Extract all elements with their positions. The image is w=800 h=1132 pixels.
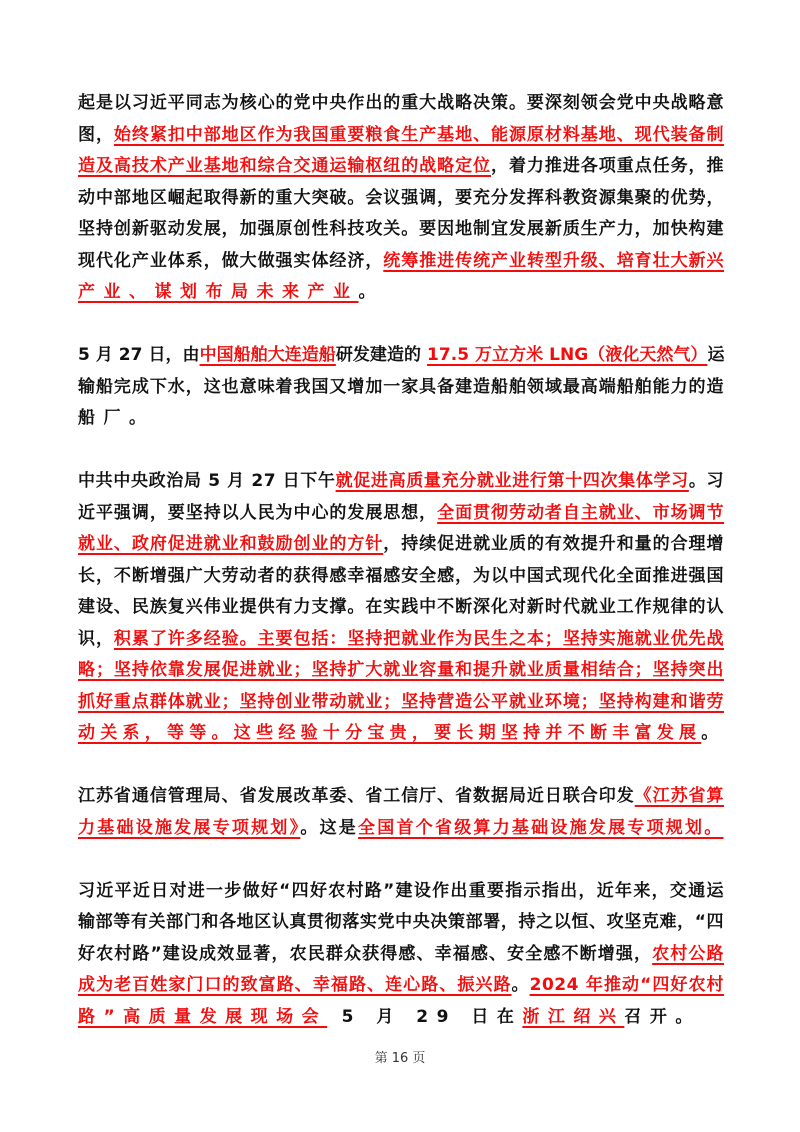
body-text: 起是以习近平同志为核心的党中央作出的重大战略决策。要深刻领会党中央战略意 — [78, 93, 724, 113]
text-line — [78, 624, 724, 656]
text-line — [78, 277, 724, 309]
highlighted-text: 统筹推进传统产业转型升级、培育壮大新兴 — [383, 250, 725, 271]
body-text: 。这是 — [300, 817, 359, 838]
body-text: 长，不断增强广大劳动者的获得感幸福感安全感，为以中国式现代化全面推进强国 — [78, 565, 724, 586]
text-line — [78, 403, 724, 435]
paragraph — [78, 88, 724, 309]
text-line — [78, 781, 724, 813]
document-body — [78, 88, 724, 1065]
body-text: 习近平近日对进一步做好“四好农村路”建设作出重要指示指出，近年来，交通运 — [78, 880, 724, 901]
text-line — [78, 718, 724, 750]
body-text: 江苏省通信管理局、省发展改革委、省工信厅、省数据局近日联合印发 — [78, 786, 635, 806]
text-line — [78, 372, 724, 404]
text-line — [78, 151, 724, 183]
body-text: 坚持创新驱动发展，加强原创性科技攻关。要因地制宜发展新质生产力，加快构建 — [78, 219, 724, 239]
text-line — [78, 907, 724, 939]
highlighted-text: 就促进高质量充分就业进行第十四次集体学习 — [335, 471, 689, 491]
paragraph — [78, 340, 724, 435]
body-text: 。 — [358, 282, 384, 302]
text-line — [78, 687, 724, 719]
highlighted-text: 产业、谋划布局未来产业 — [78, 282, 359, 302]
text-line — [78, 592, 724, 624]
highlighted-text: 17.5 万立方米 LNG（液化天然气） — [426, 345, 708, 365]
highlighted-text: 全国首个省级算力基础设施发展专项规划。 — [358, 817, 724, 838]
text-line — [78, 466, 724, 498]
body-text: 。 — [701, 723, 724, 743]
highlighted-text: 《江苏省算 — [634, 786, 725, 806]
body-text: 建设、民族复兴伟业提供有力支撑。在实践中不断深化对新时代就业工作规律的认 — [78, 597, 724, 617]
highlighted-text: 动关系，等等。这些经验十分宝贵，要长期坚持并不断丰富发展 — [78, 723, 702, 743]
highlighted-text: 路”高质量发展现场会 — [78, 1006, 328, 1027]
body-text: ，着力推进各项重点任务，推 — [491, 156, 725, 176]
highlighted-text: 积累了许多经验。主要包括：坚持把就业作为民生之本；坚持实施就业优先战 — [113, 628, 725, 649]
body-text: 研发建造的 — [335, 345, 427, 365]
body-text: 输船完成下水，这也意味着我国又增加一家具备建造船舶领域最高端船舶能力的造 — [78, 376, 724, 397]
highlighted-text: 2024 年推动“四好农村 — [529, 975, 725, 995]
body-text: 召开。 — [624, 1006, 701, 1027]
text-line — [78, 876, 724, 908]
text-line — [78, 655, 724, 687]
body-text: 中共中央政治局 5 月 27 日下午 — [78, 471, 336, 491]
body-text: 输部等有关部门和各地区认真贯彻落实党中央决策部署，持之以恒、攻坚克难，“四 — [78, 912, 724, 932]
highlighted-text: 中国船舶大连造船 — [199, 345, 336, 365]
text-line — [78, 529, 724, 561]
body-text: 。 — [511, 975, 530, 995]
text-line — [78, 498, 724, 530]
paragraph — [78, 781, 724, 844]
text-line — [78, 970, 724, 1002]
text-line — [78, 340, 724, 372]
text-line — [78, 88, 724, 120]
body-text: 图， — [78, 124, 114, 145]
body-text: ，持续促进就业质的有效提升和量的合理增 — [383, 534, 725, 554]
body-text: 好农村路”建设成效显著，农民群众获得感、幸福感、安全感不断增强， — [78, 943, 653, 964]
paragraph — [78, 466, 724, 750]
text-line — [78, 214, 724, 246]
text-line — [78, 813, 724, 845]
text-line — [78, 246, 724, 278]
body-text: 。习 — [688, 471, 725, 491]
body-text: 识， — [78, 628, 114, 649]
highlighted-text: 就业、政府促进就业和鼓励创业的方针 — [78, 534, 384, 554]
highlighted-text: 成为老百姓家门口的致富路、幸福路、连心路、振兴路 — [78, 975, 512, 995]
highlighted-text: 全面贯彻劳动者自主就业、市场调节 — [437, 502, 725, 523]
body-text: 5 月 29 日在 — [327, 1006, 523, 1027]
highlighted-text: 力基础设施发展专项规划》 — [78, 817, 301, 838]
body-text: 运 — [707, 345, 725, 365]
body-text: 动中部地区崛起取得新的重大突破。会议强调，要充分发挥科教资源集聚的优势， — [78, 187, 724, 208]
highlighted-text: 农村公路 — [652, 943, 725, 964]
text-line — [78, 183, 724, 215]
highlighted-text: 造及高技术产业基地和综合交通运输枢纽的战略定位 — [78, 156, 492, 176]
text-line — [78, 120, 724, 152]
highlighted-text: 浙江绍兴 — [522, 1006, 625, 1027]
body-text: 现代化产业体系，做大做强实体经济， — [78, 250, 384, 271]
body-text: 5 月 27 日，由 — [78, 345, 200, 365]
paragraph — [78, 876, 724, 1034]
highlighted-text: 始终紧扣中部地区作为我国重要粮食生产基地、能源原材料基地、现代装备制 — [113, 124, 725, 145]
text-line — [78, 939, 724, 971]
page-number: 第 16 页 — [374, 1051, 426, 1066]
body-text: 近平强调，要坚持以人民为中心的发展思想， — [78, 502, 438, 523]
highlighted-text: 抓好重点群体就业；坚持创业带动就业；坚持营造公平就业环境；坚持构建和谐劳 — [78, 691, 724, 712]
text-line — [78, 561, 724, 593]
text-line — [78, 1002, 724, 1034]
highlighted-text: 略；坚持依靠发展促进就业；坚持扩大就业容量和提升就业质量相结合；坚持突出 — [78, 660, 724, 680]
body-text: 船厂。 — [78, 408, 155, 428]
